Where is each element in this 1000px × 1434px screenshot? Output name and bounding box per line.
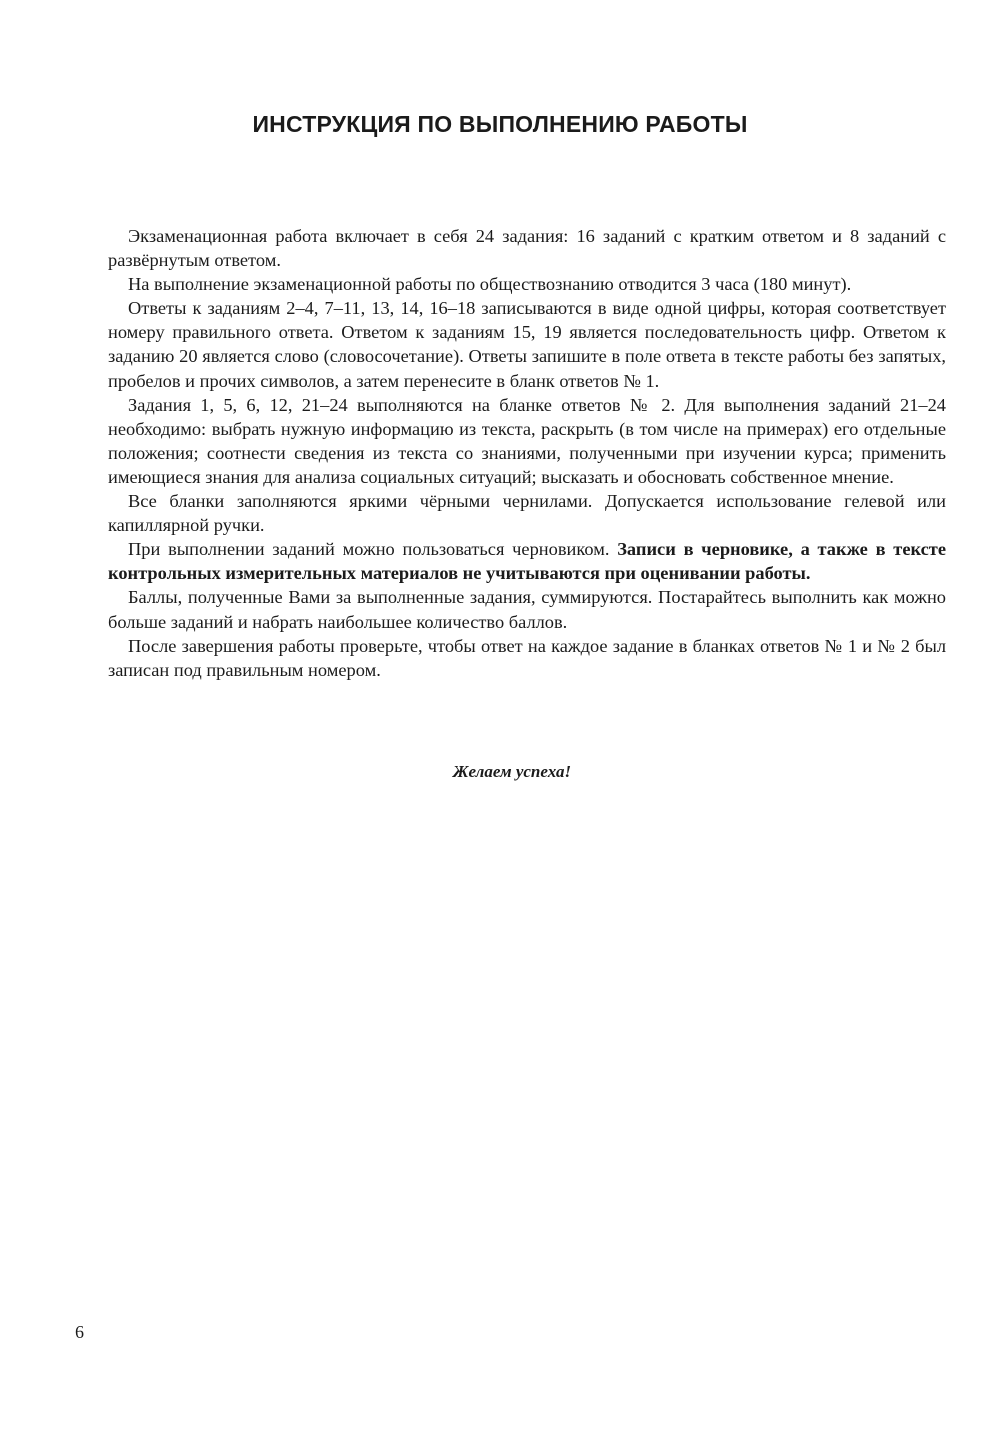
draft-warning: Записи в черновике, а также в тексте контрольных измерительных материалов не учитываются при оценивании работы. xyxy=(108,539,947,584)
paragraph-draft: При выполнении заданий можно пользоваться черновиком. Записи в черновике, а также в тексте контрольных измерительных материалов не учитываются при оценивании работы. xyxy=(108,539,947,584)
closing-wish: Желаем успеха! xyxy=(452,762,572,781)
paragraph-extended-answers: Задания 1, 5, 6, 12, 21–24 выполняются на бланке ответов № 2. Для выполнения заданий 21–24 необходимо: выбрать нужную информацию из текста, раскрыть (в том числе на примерах) его отдельные положения; соотнести сведения из текста со знаниями, полученными при изучении курса; применить имеющиеся знания для анализа социальных ситуаций; высказать и обосновать собственное мнение. xyxy=(108,394,946,487)
paragraph-scoring: Баллы, полученные Вами за выполненные задания, суммируются. Постарайтесь выполнить как можно больше заданий и набрать наибольшее количество баллов. xyxy=(108,587,946,632)
page-title: ИНСТРУКЦИЯ ПО ВЫПОЛНЕНИЮ РАБОТЫ xyxy=(252,111,748,137)
page-number: 6 xyxy=(75,1322,84,1342)
instructions-body xyxy=(108,224,946,682)
paragraph-ink: Все бланки заполняются яркими чёрными чернилами. Допускается использование гелевой или капиллярной ручки. xyxy=(108,491,946,536)
paragraph-check: После завершения работы проверьте, чтобы ответ на каждое задание в бланках ответов № 1 и № 2 был записан под правильным номером. xyxy=(108,635,946,680)
paragraph-short-answers: Ответы к заданиям 2–4, 7–11, 13, 14, 16–18 записываются в виде одной цифры, которая соответствует номеру правильного ответа. Ответом к заданиям 15, 19 является последовательность цифр. Ответом к заданию 20 является слово (словосочетание). Ответы запишите в поле ответа в тексте работы без запятых, пробелов и прочих символов, а затем перенесите в бланк ответов № 1. xyxy=(108,298,946,391)
paragraph-task-count: Экзаменационная работа включает в себя 24 задания: 16 заданий с кратким ответом и 8 заданий с развёрнутым ответом. xyxy=(108,226,946,271)
paragraph-duration: На выполнение экзаменационной работы по обществознанию отводится 3 часа (180 минут). xyxy=(128,274,852,295)
